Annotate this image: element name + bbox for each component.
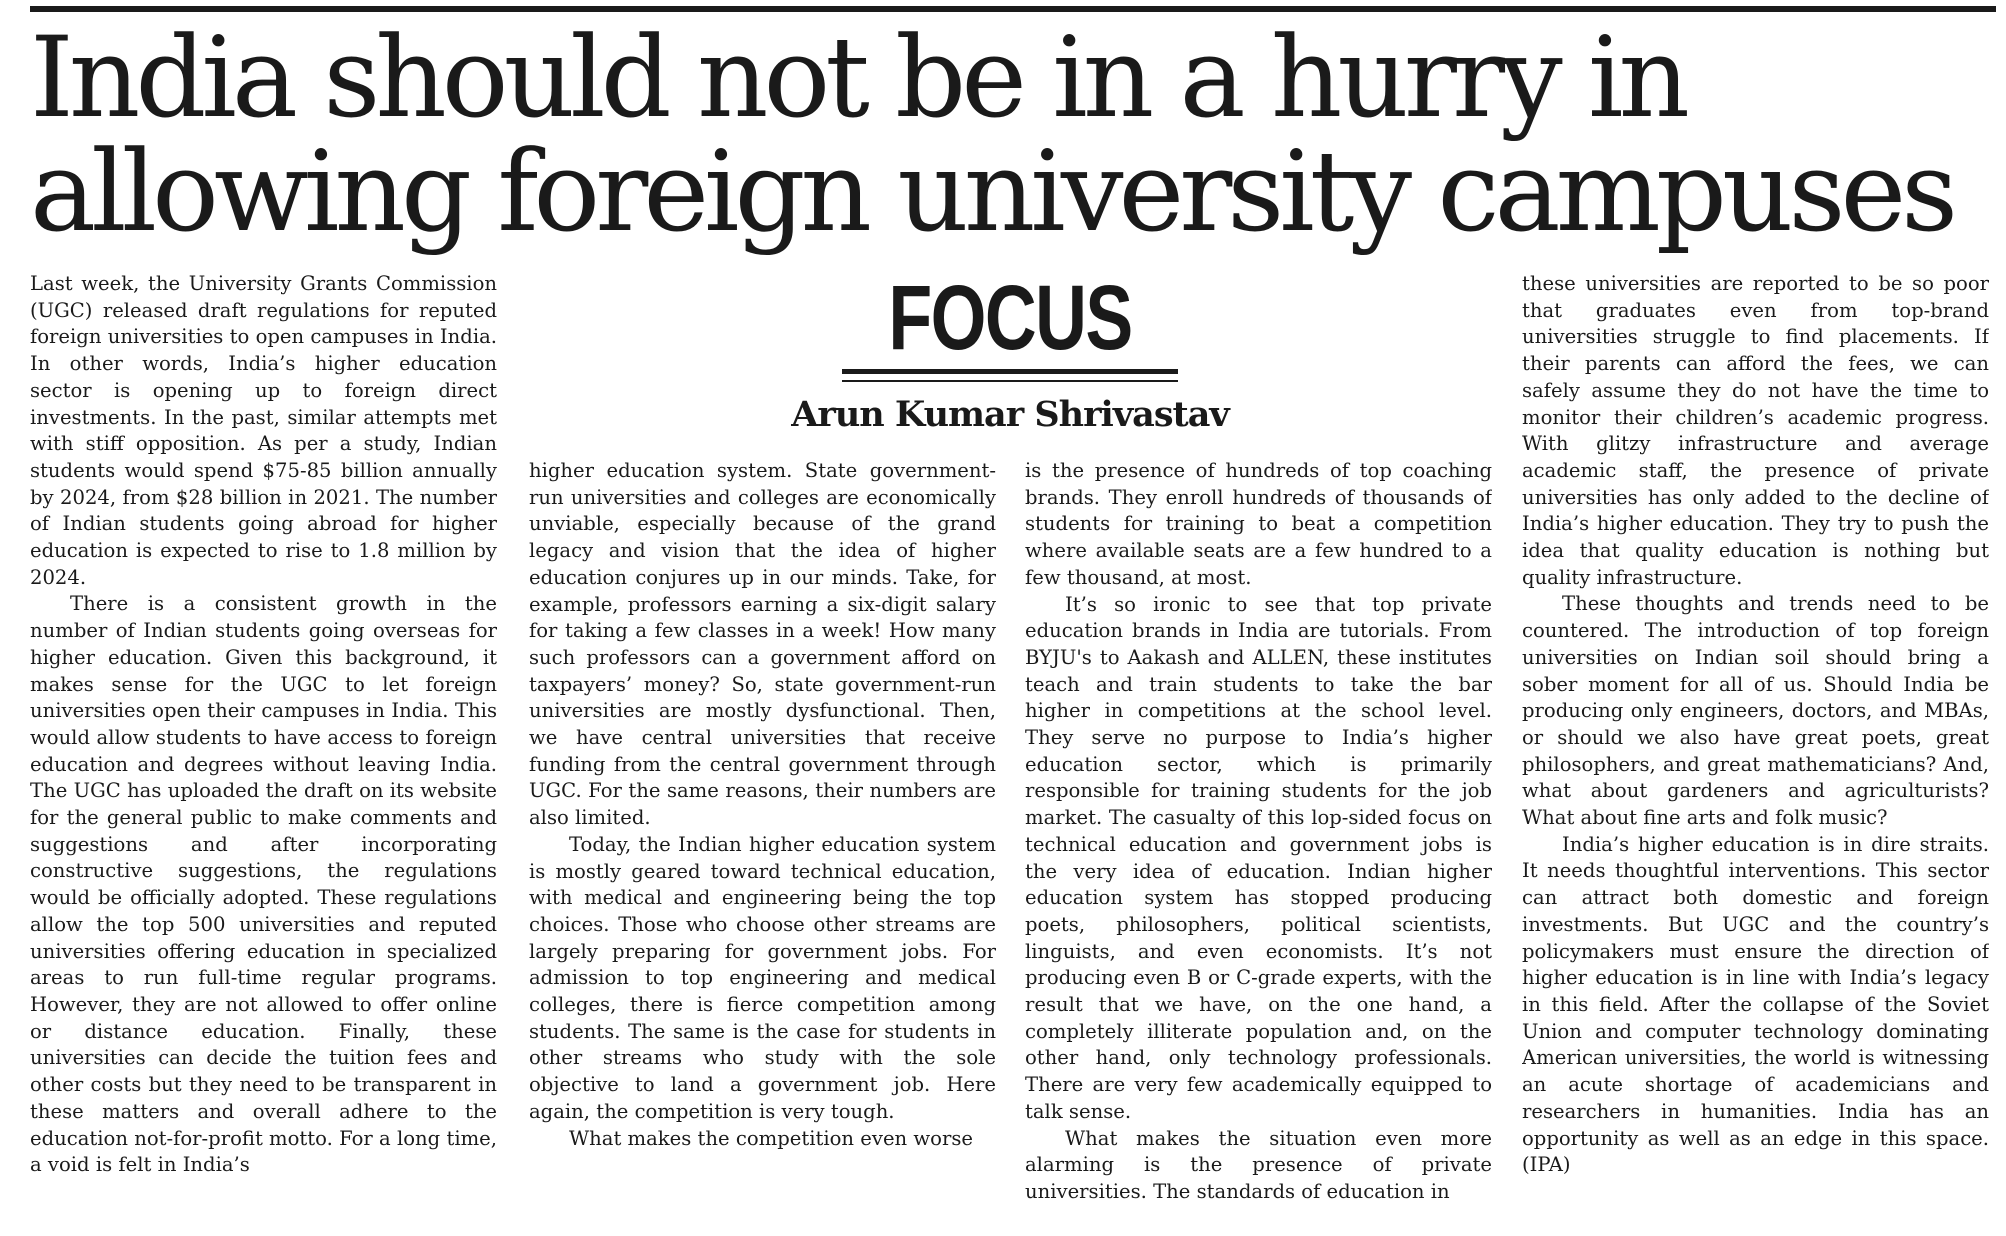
headline-line-2: allowing foreign university campuses	[30, 128, 1954, 257]
article-column-2	[529, 458, 996, 1206]
article-column-1	[30, 271, 497, 1206]
article-column-3	[1025, 458, 1492, 1206]
top-rule	[30, 6, 1996, 12]
paragraph: higher education system. State government-run universities and colleges are economically unviable, especially because of the grand legacy and vision that the idea of higher education conjures up in our minds. Take, for example, professors earning a six-digit salary for taking a few classes in a week! How many such professors can a government afford on taxpayers’ money? So, state government-run universities are mostly dysfunctional. Then, we have central universities that receive funding from the central government through UGC. For the same reasons, their numbers are also limited.	[529, 459, 996, 830]
kicker-rule-thin	[842, 380, 1178, 382]
author-byline: Arun Kumar Shrivastav	[791, 394, 1229, 435]
section-kicker: FOCUS	[888, 267, 1132, 369]
paragraph: India’s higher education is in dire straits. It needs thoughtful interventions. This sector can attract both domestic and foreign investments. But UGC and the country’s policymakers must ensure the direction of higher education is in line with India’s legacy in this field. After the collapse of the Soviet Union and computer technology dominating American universities, the world is witnessing an acute shortage of academicians and researchers in humanities. India has an opportunity as well as an edge in this space. (IPA)	[1522, 832, 1989, 1177]
paragraph: is the presence of hundreds of top coaching brands. They enroll hundreds of thousands of students for training to beat a competition where available seats are a few hundred to a few thousand, at most.	[1025, 459, 1492, 589]
paragraph: What makes the situation even more alarming is the presence of private universities. The standards of education in	[1025, 1126, 1492, 1203]
paragraph: It’s so ironic to see that top private education brands in India are tutorials. From BYJU's to Aakash and ALLEN, these institutes teach and train students to take the bar higher in competitions at the school level. They serve no purpose to India’s higher education sector, which is primarily responsible for training students for the job market. The casualty of this lop-sided focus on technical education and government jobs is the very idea of education. Indian higher education system has stopped producing poets, philosophers, political scientists, linguists, and even economists. It’s not producing even B or C-grade experts, with the result that we have, on the one hand, a completely illiterate population and, on the other hand, only technology professionals. There are very few academically equipped to talk sense.	[1025, 592, 1492, 1123]
paragraph: There is a consistent growth in the number of Indian students going overseas for higher education. Given this background, it makes sense for the UGC to let foreign universities open their campuses in India. This would allow students to have access to foreign education and degrees without leaving India. The UGC has uploaded the draft on its website for the general public to make comments and suggestions and after incorporating constructive suggestions, the regulations would be officially adopted. These regulations allow the top 500 universities and reputed universities offering education in specialized areas to run full-time regular programs. However, they are not allowed to offer online or distance education. Finally, these universities can decide the tuition fees and other costs but they need to be transparent in these matters and overall adhere to the education not-for-profit motto. For a long time, a void is felt in India’s	[30, 592, 497, 1177]
paragraph: Today, the Indian higher education system is mostly geared toward technical education, with medical and engineering being the top choices. Those who choose other streams are largely preparing for government jobs. For admission to top engineering and medical colleges, there is fierce competition among students. The same is the case for students in other streams who study with the sole objective to land a government job. Here again, the competition is very tough.	[529, 832, 996, 1123]
paragraph: Last week, the University Grants Commission (UGC) released draft regulations for reputed foreign universities to open campuses in India. In other words, India’s higher education sector is opening up to foreign direct investments. In the past, similar attempts met with stiff opposition. As per a study, Indian students would spend $75-85 billion annually by 2024, from $28 billion in 2021. The number of Indian students going abroad for higher education is expected to rise to 1.8 million by 2024.	[30, 272, 497, 589]
paragraph: These thoughts and trends need to be countered. The introduction of top foreign universities on Indian soil should bring a sober moment for all of us. Should India be producing only engineers, doctors, and MBAs, or should we also have great poets, great philosophers, and great mathematicians? And, what about gardeners and agriculturists? What about fine arts and folk music?	[1522, 592, 1989, 830]
paragraph: these universities are reported to be so poor that graduates even from top-brand universities struggle to find placements. If their parents can afford the fees, we can safely assume they do not have the time to monitor their children’s academic progress. With glitzy infrastructure and average academic staff, the presence of private universities has only added to the decline of India’s higher education. They try to push the idea that quality education is nothing but quality infrastructure.	[1522, 272, 1989, 589]
headline-line-1: India should not be in a hurry in	[30, 14, 1686, 143]
headline	[30, 14, 1996, 257]
kicker-rule-thick	[842, 369, 1178, 374]
paragraph: What makes the competition even worse	[569, 1126, 973, 1150]
article-column-4	[1522, 271, 1989, 1206]
